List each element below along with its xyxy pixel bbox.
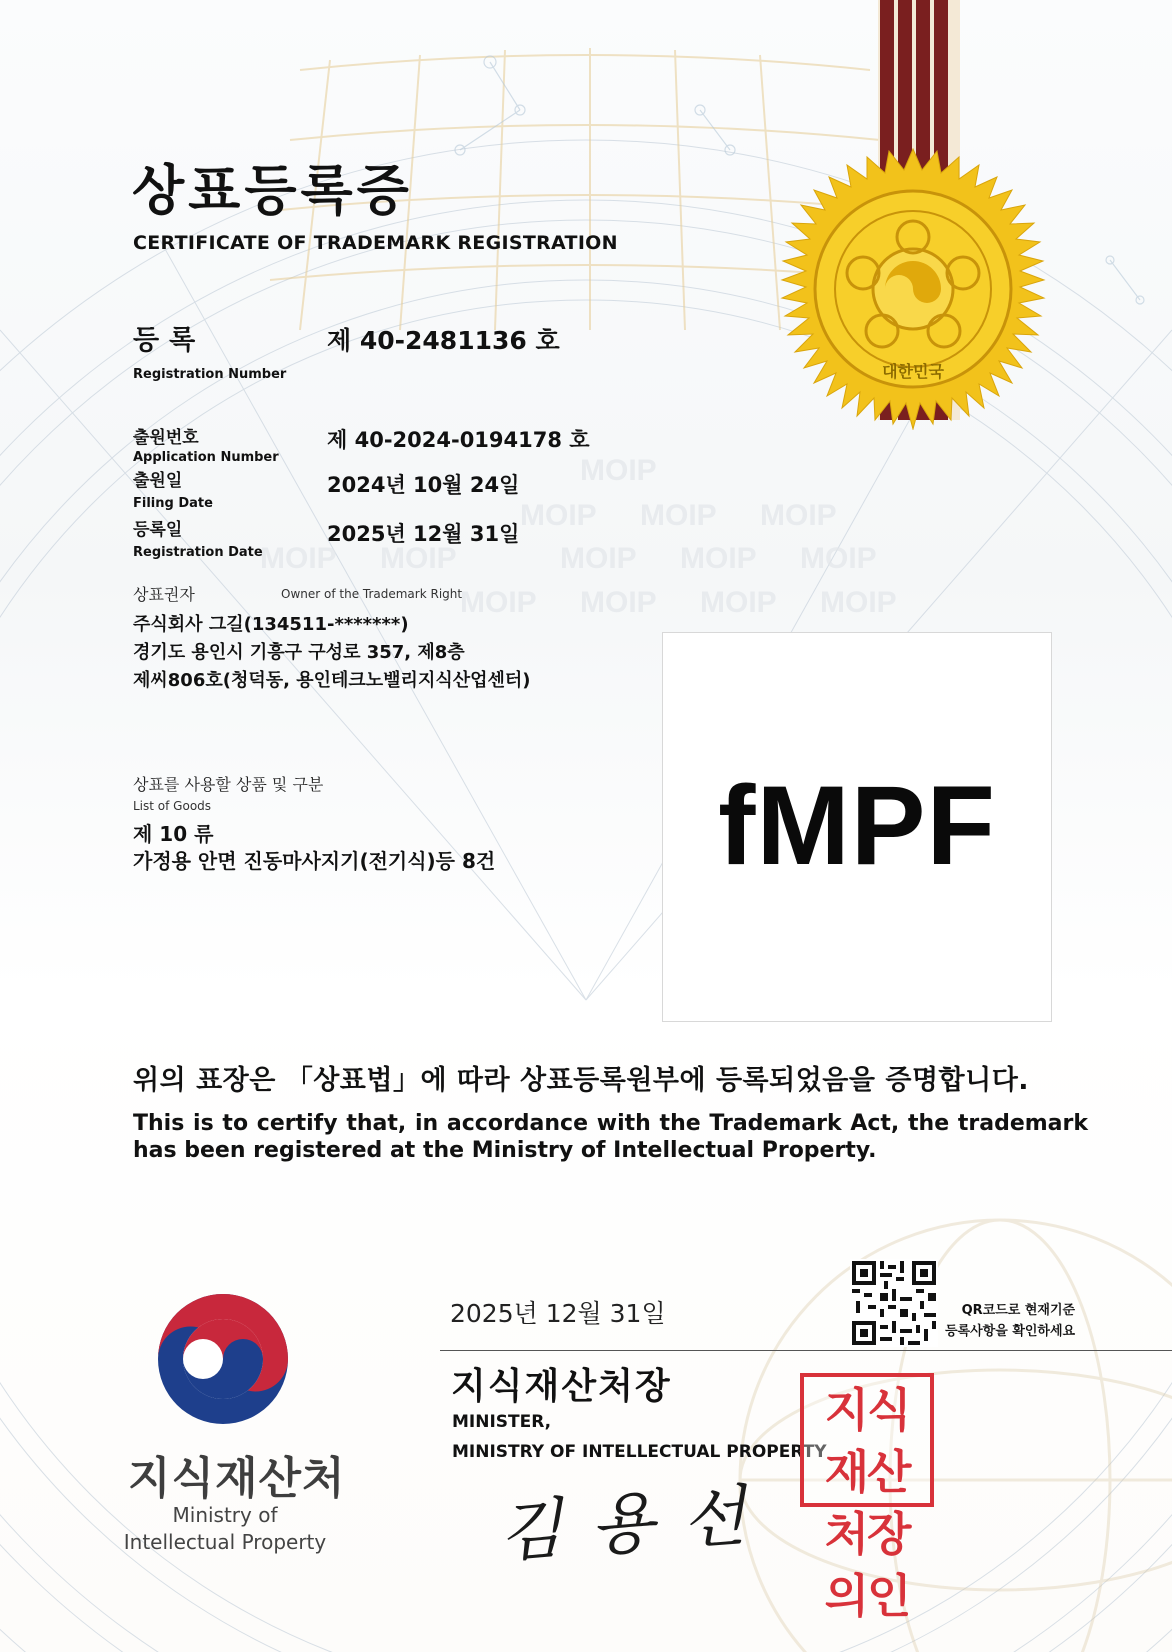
gold-seal bbox=[772, 148, 1054, 430]
qr-note-line2: 등록사항을 확인하세요 bbox=[945, 1324, 1076, 1339]
seal-text: 대한민국 bbox=[882, 362, 944, 381]
application-label-ko: 출원번호 bbox=[133, 428, 199, 448]
owner-label-en: Owner of the Trademark Right bbox=[281, 587, 463, 601]
filing-label-en: Filing Date bbox=[133, 496, 213, 511]
watermark-mark-3: MOIP bbox=[640, 499, 717, 532]
watermark-mark-9: MOIP bbox=[800, 542, 877, 575]
registration-date-label-en: Registration Date bbox=[133, 545, 263, 560]
watermark-mark-7: MOIP bbox=[560, 542, 637, 575]
certification-text-ko: 위의 표장은 「상표법」에 따라 상표등록원부에 등록되었음을 증명합니다. bbox=[133, 1065, 1030, 1096]
registration-number: 제 40-2481136 호 bbox=[327, 326, 560, 355]
official-stamp: 지식재산처장의인 bbox=[800, 1373, 934, 1507]
signature-divider bbox=[440, 1350, 1172, 1351]
trademark-mark: fMPF bbox=[718, 763, 996, 888]
registration-label-en: Registration Number bbox=[133, 367, 287, 382]
watermark-mark-2: MOIP bbox=[520, 499, 597, 532]
issue-date: 2025년 12월 31일 bbox=[450, 1299, 666, 1328]
watermark-mark-11: MOIP bbox=[580, 586, 657, 619]
filing-label-ko: 출원일 bbox=[133, 471, 183, 491]
watermark-mark-13: MOIP bbox=[820, 586, 897, 619]
minister-title-en bbox=[452, 1407, 827, 1467]
goods-label-en: List of Goods bbox=[133, 799, 212, 813]
qr-note bbox=[945, 1300, 1075, 1342]
minister-title-en-line2: MINISTRY OF INTELLECTUAL PROPERTY bbox=[452, 1442, 827, 1462]
certification-text-en: This is to certify that, in accordance with the Trademark Act, the trademark has been registered at the Ministry of Intellectual Property. bbox=[133, 1111, 1088, 1163]
trademark-image-box bbox=[662, 632, 1052, 1022]
watermark-mark-5: MOIP bbox=[260, 542, 337, 575]
certificate-title-ko: 상표등록증 bbox=[132, 159, 413, 222]
registration-label-ko: 등록 bbox=[133, 325, 206, 356]
filing-date: 2024년 10월 24일 bbox=[327, 473, 520, 497]
certificate-title-en: CERTIFICATE OF TRADEMARK REGISTRATION bbox=[133, 232, 618, 254]
watermark-mark-8: MOIP bbox=[680, 542, 757, 575]
registration-date-label-ko: 등록일 bbox=[133, 520, 183, 540]
watermark-mark-4: MOIP bbox=[760, 499, 837, 532]
qr-code bbox=[850, 1259, 938, 1347]
ministry-logo-name-ko: 지식재산처 bbox=[128, 1453, 346, 1504]
qr-note-line1: QR코드로 현재기준 bbox=[961, 1303, 1076, 1318]
goods-label-ko: 상표를 사용할 상품 및 구분 bbox=[133, 775, 324, 794]
owner-label-ko: 상표권자 bbox=[133, 585, 195, 604]
watermark-mark-1: MOIP bbox=[580, 454, 657, 487]
watermark-mark-12: MOIP bbox=[700, 586, 777, 619]
watermark-mark-10: MOIP bbox=[460, 586, 537, 619]
ministry-logo-name-en: Ministry of Intellectual Property bbox=[123, 1503, 327, 1554]
goods-items: 가정용 안면 진동마사지기(전기식)등 8건 bbox=[133, 849, 496, 873]
registration-date: 2025년 12월 31일 bbox=[327, 522, 520, 546]
minister-title-ko: 지식재산처장 bbox=[451, 1366, 672, 1407]
owner-name: 주식회사 그길(134511-*******) bbox=[133, 614, 409, 635]
application-label-en: Application Number bbox=[133, 450, 279, 465]
application-number: 제 40-2024-0194178 호 bbox=[327, 428, 590, 452]
ministry-logo-emblem bbox=[155, 1291, 291, 1427]
minister-title-en-line1: MINISTER, bbox=[452, 1412, 552, 1432]
owner-address-line1: 경기도 용인시 기흥구 구성로 357, 제8층 bbox=[133, 642, 465, 663]
owner-address-line2: 제씨806호(청덕동, 용인테크노밸리지식산업센터) bbox=[133, 670, 531, 691]
minister-signature: 김용선 bbox=[496, 1475, 777, 1572]
watermark-mark-6: MOIP bbox=[380, 542, 457, 575]
goods-class: 제 10 류 bbox=[133, 822, 214, 846]
